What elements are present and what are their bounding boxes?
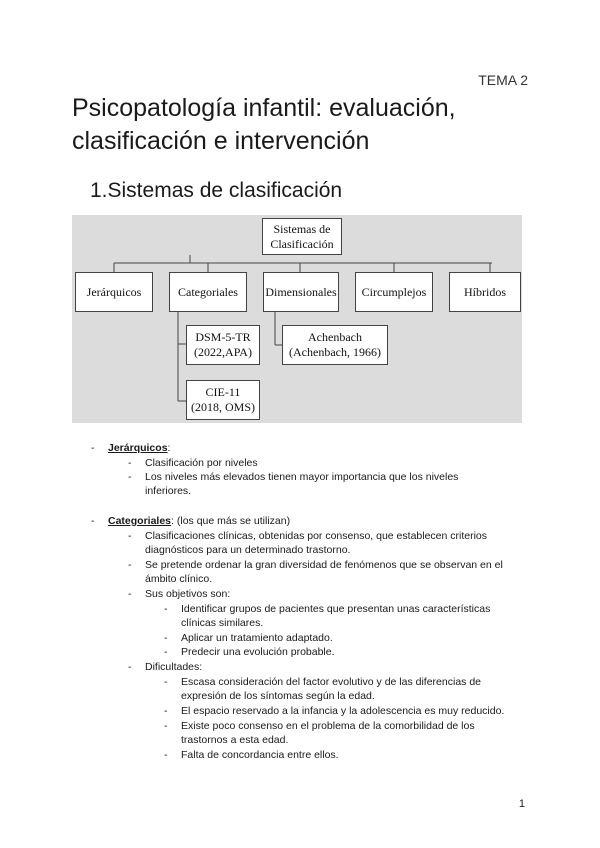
objetivo-item: Predecir una evolución probable. — [181, 646, 335, 658]
objetivo-item-cont: clínicas similares. — [181, 617, 264, 629]
dificultad-item: Existe poco consenso en el problema de la comorbilidad de los — [181, 720, 475, 732]
sub-sub-dash: - — [164, 632, 168, 644]
box-categoriales: Categoriales — [169, 272, 247, 312]
dificultad-item: Escasa consideración del factor evolutivo y de las diferencias de — [181, 676, 481, 688]
sub-dash: - — [128, 588, 132, 600]
list-item: Los niveles más elevados tienen mayor importancia que los niveles — [145, 471, 459, 483]
box-dsm: DSM-5-TR (2022,APA) — [186, 325, 260, 365]
list-item: Clasificaciones clínicas, obtenidas por consenso, que establecen criterios — [145, 530, 488, 542]
list-item: Sus objetivos son: — [145, 588, 231, 600]
list-item-cont: inferiores. — [145, 485, 192, 497]
tema-label: TEMA 2 — [478, 72, 528, 88]
box-cie: CIE-11 (2018, OMS) — [186, 380, 260, 420]
list-item: Clasificación por niveles — [145, 457, 258, 469]
term-jerarquicos: Jerárquicos — [108, 442, 168, 454]
sub-sub-dash: - — [164, 720, 168, 732]
dificultad-item: Falta de concordancia entre ellos. — [181, 749, 339, 761]
box-jerarquicos: Jerárquicos — [75, 272, 153, 312]
sub-dash: - — [128, 471, 132, 483]
dificultad-item-cont: trastornos a esta edad. — [181, 734, 289, 746]
sub-sub-dash: - — [164, 676, 168, 688]
page-title: Psicopatología infantil: evaluación, clasificación e intervención — [72, 94, 456, 155]
dificultad-item: El espacio reservado a la infancia y la adolescencia es muy reducido. — [181, 705, 505, 717]
term-categoriales: Categoriales — [108, 515, 172, 527]
sub-sub-dash: - — [164, 705, 168, 717]
term-suffix: : (los que más se utilizan) — [171, 515, 291, 527]
dificultad-item-cont: expresión de los síntomas según la edad. — [181, 690, 375, 702]
classification-diagram — [72, 215, 522, 423]
list-item-cont: diagnósticos para un determinado trastorno. — [145, 544, 351, 556]
sub-dash: - — [128, 530, 132, 542]
bullet-dash: - — [91, 442, 95, 454]
root-box: Sistemas de Clasificación — [262, 218, 342, 255]
objetivo-item: Aplicar un tratamiento adaptado. — [181, 632, 333, 644]
box-achenbach: Achenbach (Achenbach, 1966) — [282, 325, 388, 365]
sub-dash: - — [128, 661, 132, 673]
list-item-cont: ámbito clínico. — [145, 573, 213, 585]
page-number: 1 — [518, 798, 525, 810]
list-item-categoriales — [108, 514, 290, 529]
bullet-dash: - — [91, 515, 95, 527]
list-item-jerarquicos — [108, 441, 170, 456]
sub-sub-dash: - — [164, 603, 168, 615]
section-heading: 1.Sistemas de clasificación — [90, 179, 343, 202]
box-circumplejos: Circumplejos — [355, 272, 433, 312]
list-item: Se pretende ordenar la gran diversidad de fenómenos que se observan en el — [145, 559, 503, 571]
sub-sub-dash: - — [164, 646, 168, 658]
sub-dash: - — [128, 457, 132, 469]
term-suffix: : — [167, 442, 171, 454]
list-item-dificultades: Dificultades: — [145, 661, 203, 673]
box-hibridos: Híbridos — [449, 272, 521, 312]
box-dimensionales: Dimensionales — [263, 272, 339, 312]
sub-dash: - — [128, 559, 132, 571]
objetivo-item: Identificar grupos de pacientes que presentan unas características — [181, 603, 491, 615]
sub-sub-dash: - — [164, 749, 168, 761]
